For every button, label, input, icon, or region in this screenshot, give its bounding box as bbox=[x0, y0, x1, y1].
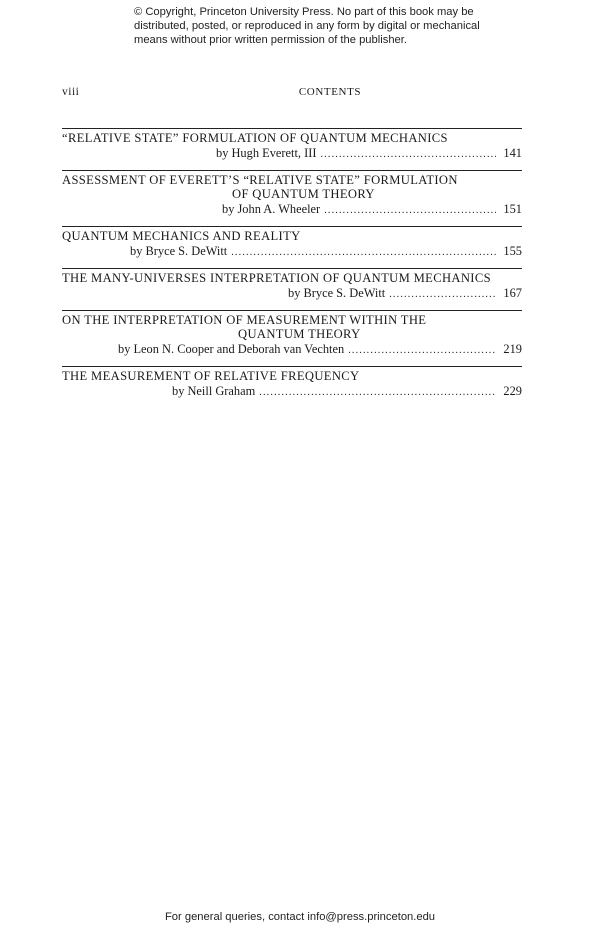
footer-contact: For general queries, contact info@press.princeton.edu bbox=[164, 911, 436, 923]
entry-author-line bbox=[62, 202, 522, 218]
entry-title bbox=[62, 229, 522, 243]
toc-entry bbox=[62, 170, 522, 218]
copyright-line: © Copyright, Princeton University Press. No part of this book may be bbox=[134, 6, 474, 18]
entry-author-line bbox=[62, 286, 522, 302]
entry-author: by Leon N. Cooper and Deborah van Vechten bbox=[118, 342, 345, 356]
entry-author-line bbox=[62, 244, 522, 260]
entry-title-line: OF QUANTUM THEORY bbox=[232, 187, 375, 201]
dot-leader bbox=[231, 245, 496, 260]
toc-entry bbox=[62, 226, 522, 260]
copyright-line: distributed, posted, or reproduced in any form by digital or mechanical bbox=[134, 20, 480, 32]
copyright-line: means without prior written permission of the publisher. bbox=[134, 34, 407, 46]
entry-title bbox=[62, 173, 522, 201]
entry-page-number: 151 bbox=[503, 202, 522, 216]
entry-page-number: 141 bbox=[503, 146, 522, 160]
dot-leader bbox=[324, 203, 496, 218]
entry-page-number: 167 bbox=[503, 286, 522, 300]
toc-entry bbox=[62, 128, 522, 162]
dot-leader bbox=[389, 287, 496, 302]
entry-title-line: THE MANY-UNIVERSES INTERPRETATION OF QUANTUM MECHANICS bbox=[62, 271, 491, 285]
page-title: CONTENTS bbox=[298, 86, 362, 98]
entry-title bbox=[62, 313, 522, 341]
toc-entry bbox=[62, 366, 522, 400]
entry-title-line: QUANTUM MECHANICS AND REALITY bbox=[62, 229, 301, 243]
entry-author: by Neill Graham bbox=[172, 384, 256, 398]
entry-page-number: 155 bbox=[503, 244, 522, 258]
entry-title bbox=[62, 131, 522, 145]
entry-author-line bbox=[62, 342, 522, 358]
dot-leader bbox=[320, 147, 496, 162]
entry-author-line bbox=[62, 384, 522, 400]
entry-author: by John A. Wheeler bbox=[222, 202, 321, 216]
toc-entry bbox=[62, 310, 522, 358]
entry-author: by Bryce S. DeWitt bbox=[130, 244, 228, 258]
entry-title bbox=[62, 271, 522, 285]
entry-author: by Bryce S. DeWitt bbox=[288, 286, 386, 300]
toc-entry bbox=[62, 268, 522, 302]
dot-leader bbox=[348, 343, 496, 358]
entry-author: by Hugh Everett, III bbox=[216, 146, 317, 160]
entry-title-line: THE MEASUREMENT OF RELATIVE FREQUENCY bbox=[62, 369, 360, 383]
copyright-notice bbox=[134, 5, 480, 47]
page-number: viii bbox=[62, 86, 80, 98]
entry-title-line: QUANTUM THEORY bbox=[238, 327, 361, 341]
entry-author-line bbox=[62, 146, 522, 162]
running-head bbox=[62, 86, 522, 102]
entry-title-line: ON THE INTERPRETATION OF MEASUREMENT WITHIN THE bbox=[62, 313, 427, 327]
table-of-contents bbox=[62, 128, 522, 408]
entry-page-number: 219 bbox=[503, 342, 522, 356]
entry-title bbox=[62, 369, 522, 383]
dot-leader bbox=[259, 385, 496, 400]
entry-title-line: “RELATIVE STATE” FORMULATION OF QUANTUM MECHANICS bbox=[62, 131, 448, 145]
entry-page-number: 229 bbox=[503, 384, 522, 398]
entry-title-line: ASSESSMENT OF EVERETT’S “RELATIVE STATE” FORMULATION bbox=[62, 173, 458, 187]
